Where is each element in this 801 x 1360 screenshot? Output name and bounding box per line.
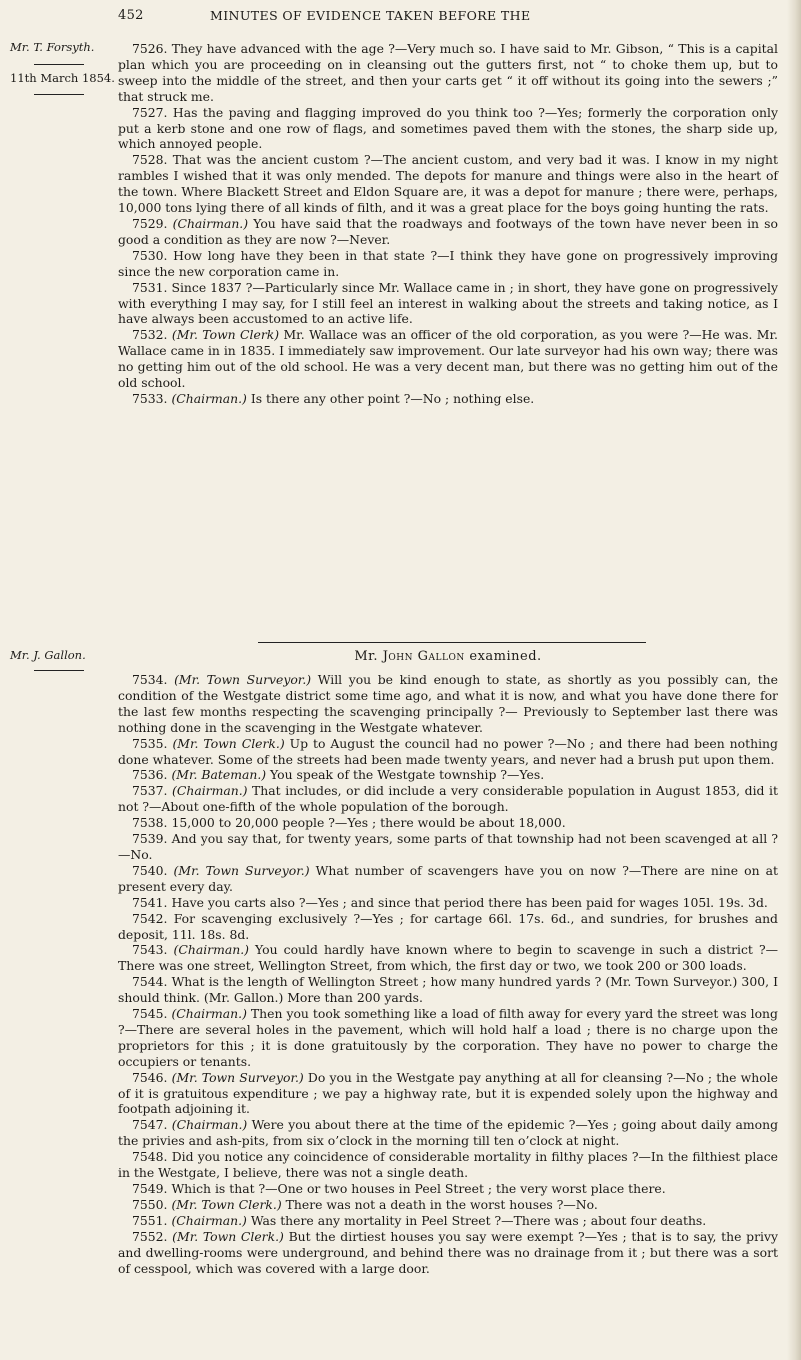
question-answer-text: Mr. Wallace was an officer of the old corporation, as you were ?—He was. Mr. Wallace came in in 1835. I immediately saw improvement. Our late surveyor had his own way; there was no getting him out of the old school. He was a very decent man, but there was no getting him out of the old school. bbox=[118, 327, 778, 391]
question-number: 7537. bbox=[132, 783, 168, 799]
question-number: 7529. bbox=[132, 215, 168, 231]
speaker-label: (Chairman.) bbox=[171, 1117, 248, 1133]
side-note-date: 11th March 1854. bbox=[10, 71, 115, 85]
evidence-paragraph bbox=[118, 815, 778, 831]
running-header bbox=[118, 6, 761, 28]
question-number: 7548. bbox=[132, 1149, 168, 1165]
question-answer-text: 15,000 to 20,000 people ?—Yes ; there would be about 18,000. bbox=[171, 815, 566, 831]
speaker-label: (Mr. Town Clerk.) bbox=[172, 1228, 284, 1244]
evidence-paragraph bbox=[118, 831, 778, 863]
evidence-paragraph bbox=[118, 152, 778, 216]
question-number: 7531. bbox=[132, 279, 168, 295]
question-answer-text: What is the length of Wellington Street ; how many hundred yards ? (Mr. Town Surveyor.) 300, I should think. (Mr. Gallon.) More than 200 yards. bbox=[118, 974, 778, 1006]
question-number: 7545. bbox=[132, 1006, 168, 1022]
speaker-label: (Chairman.) bbox=[171, 1006, 247, 1022]
evidence-paragraph bbox=[118, 1149, 778, 1181]
question-number: 7544. bbox=[132, 974, 168, 990]
page-number: 452 bbox=[118, 8, 144, 23]
evidence-paragraph bbox=[118, 1006, 778, 1070]
side-rule-3 bbox=[34, 670, 84, 671]
question-number: 7530. bbox=[132, 247, 168, 263]
evidence-paragraph bbox=[118, 1197, 778, 1213]
evidence-paragraph bbox=[118, 1117, 778, 1149]
question-answer-text: Then you took something like a load of filth away for every yard the street was long ?—There are several holes in the pavement, which will hold half a load ; there is no charge upon the proprietors for this ; it is done gratuitously by the corporation. They have no power to charge the occupiers or tenants. bbox=[118, 1006, 778, 1069]
evidence-paragraph bbox=[118, 672, 778, 736]
side-note-witness-1 bbox=[10, 40, 118, 55]
speaker-label: (Chairman.) bbox=[172, 783, 248, 799]
question-number: 7534. bbox=[132, 672, 168, 687]
speaker-label: (Mr. Town Surveyor.) bbox=[171, 1069, 304, 1085]
speaker-label: (Mr. Bateman.) bbox=[171, 767, 267, 783]
question-answer-text: Will you be kind enough to state, as shortly as you possibly can, the condition of the Westgate district some time ago, and what it is now, and what you have done there for the last few months respecting the scavenging principally ?— Previously to September last there was nothing done in the scavenging in the Westgate whatever. bbox=[118, 672, 778, 735]
evidence-paragraph bbox=[118, 105, 778, 153]
question-answer-text: They have advanced with the age ?—Very much so. I have said to Mr. Gibson, “ This is a capital plan which you are proceeding on in cleansing out the gutters first, not “ to choke them up, but to sweep into the middle of the street, and then your carts get “ it off without its going into the sewers ;” that struck me. bbox=[118, 41, 778, 104]
section-divider bbox=[258, 642, 646, 643]
question-number: 7538. bbox=[132, 815, 168, 831]
question-number: 7528. bbox=[132, 152, 168, 168]
side-rule-1 bbox=[34, 64, 84, 65]
evidence-paragraph bbox=[118, 41, 778, 105]
question-number: 7532. bbox=[132, 327, 168, 343]
evidence-paragraph bbox=[118, 248, 778, 280]
evidence-paragraph bbox=[118, 1070, 778, 1118]
evidence-paragraph bbox=[118, 1229, 778, 1277]
evidence-paragraph bbox=[118, 863, 778, 895]
question-answer-text: Since 1837 ?—Particularly since Mr. Wallace came in ; in short, they have gone on progressively with everything I may say, for I still feel an interest in walking about the streets and taking notice, as I have always been accustomed to an active life. bbox=[118, 279, 778, 327]
question-answer-text: You have said that the roadways and footways of the town have never been in so good a condition as they are now ?—Never. bbox=[118, 215, 778, 247]
question-answer-text: Has the paving and flagging improved do you think too ?—Yes; formerly the corporation only put a kerb stone and one row of flags, and sometimes paved them with the stones, the sharp side up, which annoyed people. bbox=[118, 104, 778, 152]
question-answer-text: For scavenging exclusively ?—Yes ; for cartage 66l. 17s. 6d., and sundries, for brushes and deposit, 11l. 18s. 8d. bbox=[118, 910, 778, 942]
question-number: 7539. bbox=[132, 831, 168, 847]
question-answer-text: Up to August the council had no power ?—No ; and there had been nothing done whatever. Some of the streets had been made twenty years, and never had a brush put upon them. bbox=[118, 735, 778, 767]
question-answer-text: Did you notice any coincidence of considerable mortality in filthy places ?—In the filthiest place in the Westgate, I believe, there was not a single death. bbox=[118, 1149, 778, 1181]
evidence-paragraph bbox=[118, 767, 778, 783]
side-rule-2 bbox=[34, 94, 84, 95]
speaker-label: (Chairman.) bbox=[173, 942, 249, 958]
evidence-paragraph bbox=[118, 1213, 778, 1229]
question-number: 7541. bbox=[132, 894, 168, 910]
question-number: 7535. bbox=[132, 735, 168, 751]
running-title: MINUTES OF EVIDENCE TAKEN BEFORE THE bbox=[210, 8, 531, 23]
question-answer-text: Have you carts also ?—Yes ; and since that period there has been paid for wages 105l. 19s. 3d. bbox=[171, 894, 768, 910]
question-number: 7547. bbox=[132, 1117, 168, 1133]
question-number: 7540. bbox=[132, 862, 168, 878]
question-number: 7552. bbox=[132, 1228, 168, 1244]
speaker-label: (Chairman.) bbox=[171, 1212, 247, 1228]
speaker-label: (Chairman.) bbox=[171, 390, 247, 406]
page-edge-shadow bbox=[787, 0, 801, 1360]
witness-name-heading: John Gallon bbox=[382, 649, 465, 664]
question-number: 7533. bbox=[132, 390, 168, 406]
question-number: 7550. bbox=[132, 1196, 168, 1212]
question-answer-text: Is there any other point ?—No ; nothing else. bbox=[250, 390, 535, 406]
evidence-paragraph bbox=[118, 895, 778, 911]
evidence-paragraph bbox=[118, 327, 778, 391]
evidence-paragraph bbox=[118, 783, 778, 815]
evidence-paragraph bbox=[118, 911, 778, 943]
evidence-paragraph bbox=[118, 1181, 778, 1197]
evidence-paragraph bbox=[118, 942, 778, 974]
evidence-paragraph bbox=[118, 736, 778, 768]
question-number: 7527. bbox=[132, 104, 168, 120]
question-answer-text: But the dirtiest houses you say were exempt ?—Yes ; that is to say, the privy and dwelling-rooms were underground, and behind there was no drainage from it ; but there was a sort of cesspool, which was covered with a large door. bbox=[118, 1228, 778, 1276]
question-answer-text: Do you in the Westgate pay anything at all for cleansing ?—No ; the whole of it is gratuitous expenditure ; we pay a highway rate, but it is expended solely upon the highway and footpath adjoining it. bbox=[118, 1069, 778, 1117]
evidence-section-2 bbox=[118, 672, 778, 1276]
speaker-label: (Mr. Town Clerk) bbox=[171, 327, 280, 343]
question-answer-text: You could hardly have known where to begin to scavenge in such a district ?—There was one street, Wellington Street, from which, the first day or two, we took 200 or 300 loads. bbox=[118, 942, 778, 974]
question-number: 7551. bbox=[132, 1212, 168, 1228]
question-number: 7526. bbox=[132, 41, 168, 56]
speaker-label: (Mr. Town Surveyor.) bbox=[173, 862, 310, 878]
speaker-label: (Mr. Town Surveyor.) bbox=[174, 672, 312, 687]
question-number: 7536. bbox=[132, 767, 168, 783]
question-answer-text: Were you about there at the time of the epidemic ?—Yes ; going about daily among the privies and ash-pits, from six o’clock in the morning till ten o’clock at night. bbox=[118, 1117, 778, 1149]
witness-name-gallon: Mr. J. Gallon. bbox=[10, 648, 86, 662]
question-answer-text: That includes, or did include a very considerable population in August 1853, did it not ?—About one-fifth of the whole population of the borough. bbox=[118, 783, 778, 815]
speaker-label: (Chairman.) bbox=[172, 215, 249, 231]
question-answer-text: How long have they been in that state ?—I think they have gone on progressively improving since the new corporation came in. bbox=[118, 247, 778, 279]
question-number: 7549. bbox=[132, 1181, 168, 1196]
question-answer-text: That was the ancient custom ?—The ancient custom, and very bad it was. I know in my night rambles I wished that it was only mended. The depots for manure and things were also in the heart of the town. Where Blackett Street and Eldon Square are, it was a depot for manure ; there were, perhaps, 10,000 tons lying there of all kinds of filth, and it was a great place for the boys going hunting the rats. bbox=[118, 152, 778, 216]
evidence-paragraph bbox=[118, 391, 778, 407]
question-answer-text: Which is that ?—One or two houses in Peel Street ; the very worst place there. bbox=[171, 1181, 666, 1196]
question-answer-text: Was there any mortality in Peel Street ?—There was ; about four deaths. bbox=[250, 1212, 707, 1228]
question-answer-text: You speak of the Westgate township ?—Yes. bbox=[270, 767, 545, 783]
speaker-label: (Mr. Town Clerk.) bbox=[172, 735, 285, 751]
evidence-paragraph bbox=[118, 280, 778, 328]
evidence-paragraph bbox=[118, 974, 778, 1006]
evidence-section-1 bbox=[118, 41, 778, 407]
evidence-paragraph bbox=[118, 216, 778, 248]
speaker-label: (Mr. Town Clerk.) bbox=[171, 1196, 282, 1212]
question-answer-text: What number of scavengers have you on now ?—There are nine on at present every day. bbox=[118, 862, 778, 894]
question-answer-text: There was not a death in the worst houses ?—No. bbox=[285, 1196, 598, 1212]
witness-name-forsyth: Mr. T. Forsyth. bbox=[10, 40, 95, 54]
question-number: 7546. bbox=[132, 1069, 168, 1085]
side-note-witness-2 bbox=[10, 648, 118, 663]
question-number: 7542. bbox=[132, 910, 168, 926]
question-number: 7543. bbox=[132, 942, 168, 958]
question-answer-text: And you say that, for twenty years, some parts of that township had not been scavenged at all ?—No. bbox=[118, 831, 778, 862]
examination-heading: Mr. John Gallon examined. bbox=[354, 649, 542, 664]
